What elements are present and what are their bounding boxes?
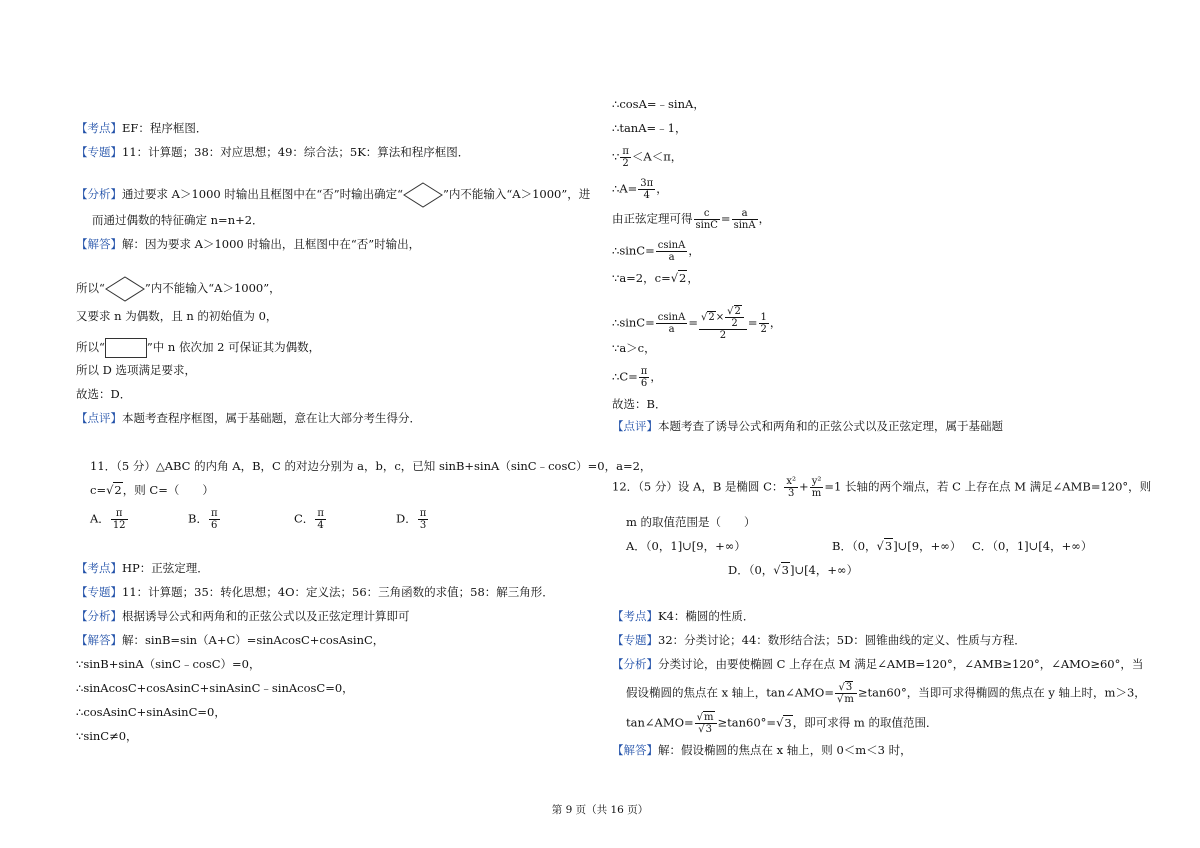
step-1: ∵sinB+sinA（sinC﹣cosC）=0， — [76, 657, 261, 671]
text: K4：椭圆的性质． — [658, 609, 755, 623]
fraction — [315, 508, 326, 531]
numerator: √3 — [835, 682, 857, 694]
kaodian-1 — [76, 120, 207, 136]
text: 解：假设椭圆的焦点在 x 轴上，则 0＜m＜3 时， — [658, 743, 912, 757]
fraction — [694, 208, 720, 231]
tag: 【考点】 — [76, 561, 122, 575]
inner-fraction — [725, 306, 744, 329]
tag: 【分析】 — [612, 657, 658, 671]
numerator: π — [210, 508, 218, 519]
option-12-c: C．（0，1]∪[4，+∞） — [972, 539, 1093, 553]
sqrt-value: 3 — [781, 563, 789, 577]
text: ”内不能输入“A＞1000”， — [144, 281, 281, 295]
option-12-d: D．（0，√3]∪[4，+∞） — [728, 563, 859, 577]
tag: 【解答】 — [76, 633, 122, 647]
tag: 【考点】 — [76, 121, 122, 135]
text: EF：程序框图． — [122, 121, 208, 135]
denominator: √m — [836, 694, 854, 705]
sqrt-value: 2 — [734, 306, 741, 317]
numerator: √2× $\frac{√2}{2}$ — [699, 306, 747, 330]
text: ， — [687, 271, 699, 285]
plus: + — [799, 479, 809, 494]
question-12 — [612, 476, 1151, 499]
denominator: 2 — [731, 318, 738, 329]
youyao: 又要求 n 为偶数，且 n 的初始值为 0， — [76, 309, 278, 323]
fraction — [835, 682, 857, 705]
denominator: 6 — [640, 378, 648, 389]
equals: = — [720, 211, 731, 226]
text: ∴C= — [612, 369, 638, 384]
denominator: sinC — [695, 220, 718, 231]
sqrt-value: m — [704, 712, 714, 723]
kaodian-2 — [76, 560, 209, 576]
sqrt-value: 2 — [679, 271, 687, 285]
text: ]∪[4，+∞） — [789, 563, 859, 577]
numerator: π — [640, 366, 648, 377]
sqrt-value: 2 — [114, 483, 122, 497]
r-line-3 — [612, 146, 682, 169]
text: =1 长轴的两个端点，若 C 上存在点 M 满足∠AMB=120°，则 — [824, 479, 1152, 494]
text: HP：正弦定理． — [122, 561, 209, 575]
text: 11：计算题；35：转化思想；4O：定义法；56：三角函数的求值；58：解三角形． — [122, 585, 554, 599]
option-a — [90, 508, 129, 531]
text: 根据诱导公式和两角和的正弦公式以及正弦定理计算即可 — [122, 609, 410, 623]
r-line-8 — [612, 306, 781, 341]
fraction — [656, 240, 688, 263]
question-11-c: c=√2，则 C=（ ） — [90, 483, 214, 497]
option-12-b: B．（0，√3]∪[9，+∞） — [832, 539, 962, 553]
fraction — [759, 312, 769, 335]
sqrt-value: 2 — [708, 312, 715, 323]
numerator: x² — [786, 476, 797, 487]
numerator: a — [732, 208, 758, 220]
numerator: π — [317, 508, 324, 519]
text: 通过要求 A＞1000 时输出且框图中在“否”时输出确定“ — [122, 187, 404, 201]
text: ， — [688, 243, 700, 258]
numerator: 3π — [640, 178, 654, 189]
fraction — [810, 476, 824, 499]
text: 所以“ — [76, 340, 105, 354]
text: 本题考查程序框图，属于基础题，意在让大部分考生得分． — [122, 411, 421, 425]
tag: 【考点】 — [612, 609, 658, 623]
text: ， — [769, 315, 782, 330]
numerator: c — [694, 208, 720, 220]
denominator: 2 — [622, 158, 629, 169]
text: ， — [656, 181, 668, 196]
fenxi-3-line2 — [626, 682, 1146, 705]
suoyi-2 — [76, 338, 320, 358]
text: ”内不能输入“A＞1000”，进 — [443, 187, 591, 201]
sqrt-value: 3 — [845, 682, 853, 693]
tag: 【专题】 — [76, 585, 122, 599]
denominator: 6 — [211, 520, 218, 531]
jieda-1 — [76, 236, 420, 252]
denominator: a — [668, 324, 675, 335]
fraction — [620, 146, 631, 169]
tag: 【专题】 — [612, 633, 658, 647]
jieda-3 — [612, 742, 912, 758]
text: 分类讨论，由要使椭圆 C 上存在点 M 满足∠AMB=120°，∠AMB≥120°，∠AMO≥60°，当 — [658, 657, 1144, 671]
denominator: m — [811, 488, 822, 499]
page-footer: 第 9 页（共 16 页） — [551, 804, 649, 816]
dianping-1 — [76, 410, 421, 426]
denominator: sinA — [733, 220, 756, 231]
diamond-shape-icon — [105, 276, 145, 302]
suoyi-3: 所以 D 选项满足要求， — [76, 363, 197, 377]
label: B． — [188, 511, 208, 526]
r-line-9: ∵a＞c， — [612, 341, 656, 355]
sqrt-value: 3 — [784, 715, 792, 730]
dianping-2 — [612, 418, 1003, 434]
sqrt-value: m — [844, 694, 854, 705]
r-line-1: ∴cosA=﹣sinA， — [612, 97, 705, 111]
label: A． — [90, 511, 110, 526]
question-11: 11．（5 分）△ABC 的内角 A，B，C 的对边分别为 a，b，c，已知 sinB+sinA（sinC﹣cosC）=0，a=2， — [90, 459, 652, 473]
kaodian-3 — [612, 608, 754, 624]
text: ， — [650, 369, 662, 384]
text: B．（0， — [832, 539, 877, 553]
text: ]∪[9，+∞） — [893, 539, 962, 553]
zhuanti-2 — [76, 584, 554, 600]
text: c= — [90, 483, 107, 497]
text: ”中 n 依次加 2 可保证其为偶数， — [146, 340, 321, 354]
fraction — [695, 712, 717, 735]
text: 11：计算题；38：对应思想；49：综合法；5K：算法和程序框图． — [122, 145, 470, 159]
text: 所以“ — [76, 281, 105, 295]
numerator: √m — [695, 712, 717, 724]
numerator: y² — [811, 476, 822, 487]
zhuanti-1 — [76, 144, 469, 160]
numerator: π — [622, 146, 629, 157]
tag: 【分析】 — [76, 609, 122, 623]
r-line-5 — [612, 208, 770, 231]
zhuanti-3 — [612, 632, 1026, 648]
fraction — [784, 476, 798, 499]
text: ∴A= — [612, 181, 638, 196]
text: D．（0， — [728, 563, 774, 577]
label: D． — [396, 511, 417, 526]
r-line-7: ∵a=2，c=√2， — [612, 271, 699, 285]
option-c — [294, 508, 327, 531]
denominator: a — [668, 252, 675, 263]
option-d — [396, 508, 429, 531]
text: ，即可求得 m 的取值范围． — [792, 715, 938, 730]
text: 假设椭圆的焦点在 x 轴上，tan∠AMO= — [626, 685, 834, 700]
tag: 【点评】 — [612, 419, 658, 433]
fraction — [111, 508, 128, 531]
numerator: π — [419, 508, 427, 519]
numerator: csinA — [657, 240, 686, 251]
equals: = — [747, 315, 758, 330]
r-line-4 — [612, 178, 668, 201]
text: 解：因为要求 A＞1000 时输出，且框图中在“否”时输出， — [122, 237, 421, 251]
tag: 【解答】 — [76, 237, 122, 251]
step-4: ∵sinC≠0， — [76, 729, 138, 743]
text: ， — [758, 211, 771, 226]
tag: 【专题】 — [76, 145, 122, 159]
denominator: 2 — [719, 330, 727, 341]
times: × — [715, 312, 725, 323]
text: 本题考查了诱导公式和两角和的正弦公式以及正弦定理，属于基础题 — [658, 419, 1003, 433]
text: ∵a=2，c= — [612, 271, 671, 285]
numerator: π — [111, 508, 128, 520]
denominator: 12 — [112, 520, 126, 531]
fraction — [639, 366, 650, 389]
fenxi-3-line3: tan∠AMO= $\frac{√m}{√3}$ ≥tan60°=√3，即可求得 m 的取值范围． — [626, 712, 938, 735]
r-line-10 — [612, 366, 662, 389]
denominator: √3 — [698, 724, 712, 735]
sqrt-value: 3 — [705, 724, 712, 735]
fraction — [732, 208, 758, 231]
text: ∵ — [612, 149, 620, 164]
text: 解：sinB=sin（A+C）=sinAcosC+cosAsinC， — [122, 633, 385, 647]
r-line-11: 故选：B． — [612, 397, 667, 411]
fraction — [699, 306, 747, 341]
label: C． — [294, 511, 315, 526]
denominator: 4 — [643, 190, 650, 201]
tag: 【点评】 — [76, 411, 122, 425]
fenxi-1 — [76, 182, 590, 208]
text: 由正弦定理可得 — [612, 211, 693, 226]
denominator: 2 — [760, 324, 767, 335]
fraction — [209, 508, 220, 531]
text: ∴sinC= — [612, 315, 655, 330]
text: ≥tan60°= — [717, 715, 777, 730]
equals: = — [688, 315, 698, 330]
denominator: 3 — [419, 520, 427, 531]
rectangle-shape-icon — [105, 338, 147, 358]
step-2: ∴sinAcosC+cosAsinC+sinAsinC﹣sinAcosC=0， — [76, 681, 354, 695]
fenxi-3 — [612, 656, 1143, 672]
text: tan∠AMO= — [626, 715, 694, 730]
diamond-shape-icon — [403, 182, 443, 208]
tag: 【解答】 — [612, 743, 658, 757]
fraction — [418, 508, 429, 531]
step-3: ∴cosAsinC+sinAsinC=0， — [76, 705, 226, 719]
tag: 【分析】 — [76, 187, 122, 201]
suoyi-1 — [76, 276, 281, 302]
r-line-6 — [612, 240, 700, 263]
text: ＜A＜π， — [631, 149, 683, 164]
fraction — [638, 178, 655, 201]
text: 32：分类讨论；44：数形结合法；5D：圆锥曲线的定义、性质与方程． — [658, 633, 1026, 647]
text: 12．（5 分）设 A，B 是椭圆 C： — [612, 479, 784, 494]
denominator: 3 — [788, 488, 795, 499]
fraction — [656, 312, 688, 335]
fenxi-1-cont: 而通过偶数的特征确定 n=n+2． — [92, 213, 264, 227]
text: ≥tan60°，当即可求得椭圆的焦点在 y 轴上时，m＞3， — [857, 685, 1146, 700]
text: ，则 C=（ ） — [122, 483, 214, 497]
fenxi-2 — [76, 608, 410, 624]
numerator: 1 — [760, 312, 767, 323]
question-12-line2: m 的取值范围是（ ） — [626, 515, 756, 529]
r-line-2: ∴tanA=﹣1， — [612, 121, 687, 135]
guxuan-1: 故选：D． — [76, 387, 132, 401]
option-b — [188, 508, 221, 531]
sqrt-value: 3 — [884, 539, 893, 553]
jieda-2 — [76, 632, 384, 648]
numerator: csinA — [657, 312, 686, 323]
denominator: 4 — [317, 520, 324, 531]
option-12-a: A．（0，1]∪[9，+∞） — [626, 539, 746, 553]
text: ∴sinC= — [612, 243, 655, 258]
numerator: √2 — [725, 306, 744, 318]
